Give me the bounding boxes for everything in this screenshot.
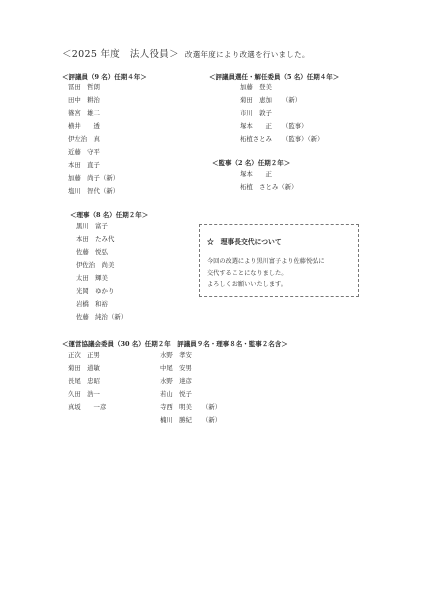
member-name: 加藤 登美 [240, 83, 272, 91]
member-tag: （新） [201, 416, 222, 424]
list-item: 伊左治 真 [68, 135, 100, 143]
list-item: 菊田 道敏 [68, 364, 100, 372]
member-name: 楠川 勝紀 [160, 416, 192, 424]
notice-line: よろしくお願いいたします。 [207, 281, 287, 288]
senin-heading: ＜評議員選任・解任委員（5 名）任期４年＞ [209, 73, 340, 81]
member-name: 若山 悦子 [160, 390, 192, 398]
member-name: 水野 達彦 [160, 377, 192, 385]
list-item: 本田 たみ代 [76, 235, 115, 243]
notice-line: 今回の改選により黒川富子より佐藤悦弘に [207, 258, 325, 265]
member-tag: （監事） [281, 122, 308, 130]
list-item: 正次 正男 [68, 351, 100, 359]
member-name: 塚本 正 [240, 122, 272, 130]
member-name: 水野 孝安 [160, 351, 192, 359]
member-name: 寺西 明美 [160, 403, 192, 411]
page-note: 改選年度により改選を行いました。 [184, 50, 310, 59]
list-item: 柘植 さとみ（新） [240, 183, 298, 191]
list-item: 佐藤 悦弘 [76, 248, 108, 256]
notice-line: 交代することになりました。 [207, 269, 288, 277]
list-item: 久田 浩一 [68, 390, 100, 398]
member-name: 中尾 安男 [160, 364, 192, 372]
list-item: 加藤 尚子（新） [68, 174, 120, 182]
riji-heading: ＜理事（8 名）任期２年＞ [70, 211, 149, 219]
member-tag: （新） [281, 96, 302, 104]
list-item: 長尾 忠昭 [68, 377, 100, 385]
list-item: 塚本 正 [240, 170, 272, 178]
list-item: 伊佐治 尚美 [76, 261, 115, 269]
member-name: 市川 敦子 [240, 109, 272, 117]
list-item: 田中 耕治 [68, 96, 100, 104]
kanji-heading: ＜監事（2 名）任期２年＞ [212, 159, 291, 167]
member-name: 菊田 恵加 [240, 96, 272, 104]
page-title [62, 46, 310, 60]
page-title-text: ＜2025 年度 法人役員＞ [62, 49, 179, 60]
list-item: 黒川 富子 [76, 222, 108, 230]
list-item: 篠宮 雄二 [68, 109, 100, 117]
hyogiin-heading: ＜評議員（9 名）任期４年＞ [62, 73, 147, 81]
list-item: 本田 直子 [68, 161, 100, 169]
list-item: 近藤 守平 [68, 148, 100, 156]
list-item: 冨田 哲朗 [68, 83, 100, 91]
member-tag: （新） [201, 403, 222, 411]
list-item: 太田 輝美 [76, 274, 108, 282]
notice-box [199, 224, 359, 297]
notice-body [207, 256, 357, 291]
list-item: 塩川 智代（新） [68, 187, 120, 195]
member-name: 柘植さとみ [240, 135, 272, 143]
list-item: 光岡 ゆかり [76, 287, 115, 295]
notice-title: ☆ 理事長交代について [207, 238, 282, 246]
list-item: 佐藤 純治（新） [76, 313, 128, 321]
list-item: 岩橋 和裕 [76, 300, 108, 308]
list-item: 真坂 一彦 [68, 403, 107, 411]
unei-heading: ＜運営協議会委員（30 名）任期２年 評議員９名・理事８名・監事２名含＞ [62, 340, 288, 348]
list-item: 横井 透 [68, 122, 100, 130]
member-tag: （監事）（新） [281, 135, 324, 143]
